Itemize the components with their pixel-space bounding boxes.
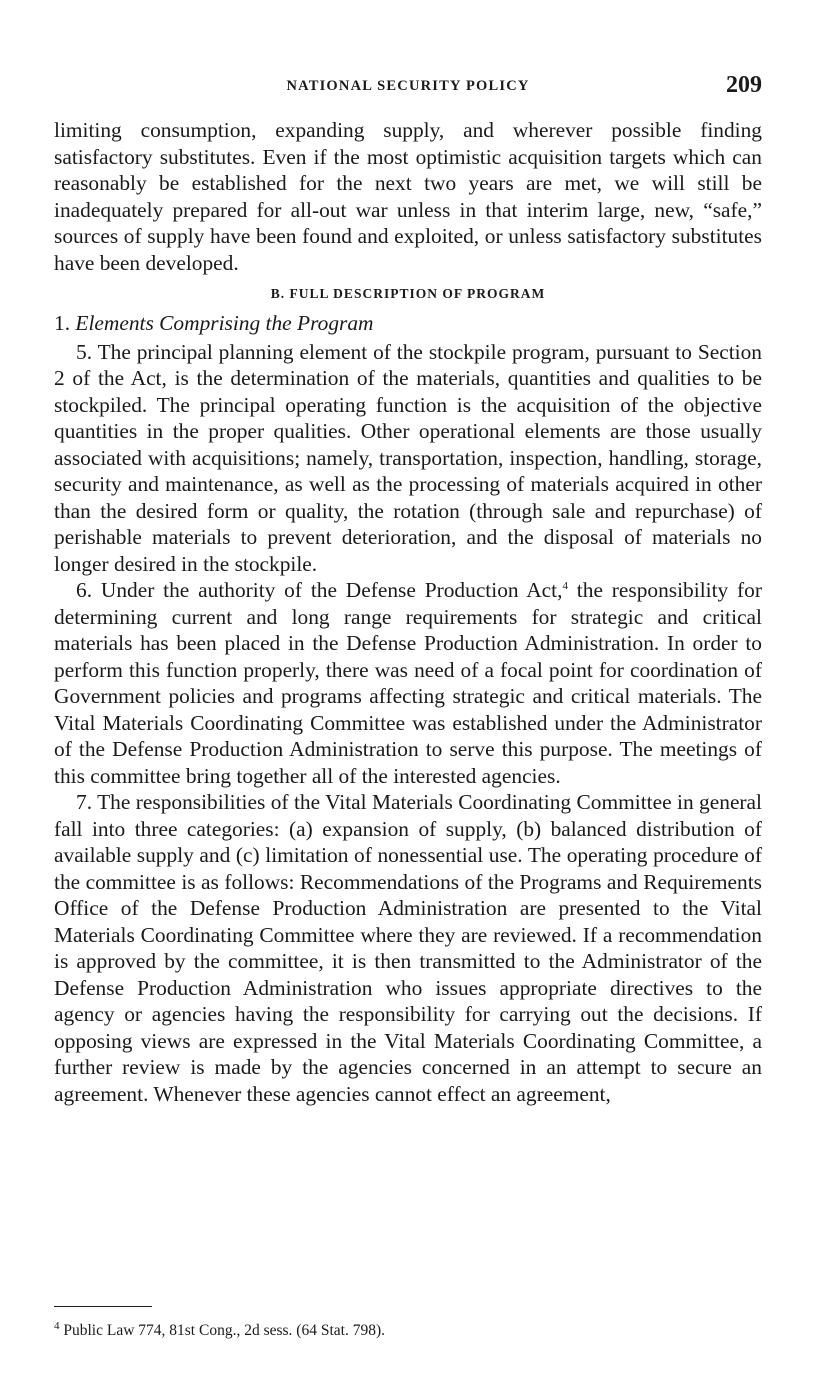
paragraph-7: 7. The responsibilities of the Vital Materials Coordinating Committee in general fall into three categories: (a) expansion of supply, (b) balanced distribution of available supply and (c) limitation of nonessential use. The operating procedure of the committee is as follows: Recommendations of the Programs and Requirements Office of the Defense Production Administration are presented to the Vital Materials Coordinating Committee where they are reviewed. If a recommendation is approved by the committee, it is then transmitted to the Administrator of the Defense Production Administration who issues appropriate directives to the agency or agencies having the responsibility for carrying out the decisions. If opposing views are expressed in the Vital Materials Coordinating Committee, a further review is made by the agencies concerned in an attempt to secure an agreement. Whenever these agencies cannot effect an agreement, xyxy=(54,790,762,1106)
subsection-title: Elements Comprising the Program xyxy=(75,311,374,335)
footnote-marker: 4 xyxy=(54,1319,60,1332)
subsection-heading xyxy=(54,310,762,337)
footnote xyxy=(54,1321,385,1341)
running-title: NATIONAL SECURITY POLICY xyxy=(286,78,530,94)
footnote-text: Public Law 774, 81st Cong., 2d sess. (64 Stat. 798). xyxy=(59,1322,385,1339)
section-heading: B. FULL DESCRIPTION OF PROGRAM xyxy=(270,286,546,301)
page-number: 209 xyxy=(726,72,762,98)
paragraph-6 xyxy=(54,577,762,789)
footnote-reference: 4 xyxy=(562,579,568,592)
book-page xyxy=(54,0,762,1380)
running-head xyxy=(54,72,762,106)
paragraph-5: 5. The principal planning element of the stockpile program, pursuant to Section 2 of the Act, is the determination of the materials, quantities and qualities to be stockpiled. The principal operating function is the acquisition of the objective quantities in the proper qualities. Other operational elements are those usually associated with acquisitions; namely, transportation, inspection, handling, storage, security and maintenance, as well as the processing of materials acquired in other than the desired form or quality, the rotation (through sale and repurchase) of perishable materials to prevent deterioration, and the disposal of materials no longer desired in the stockpile. xyxy=(54,339,762,576)
paragraph-6-text-start: 6. Under the authority of the Defense Production Act, xyxy=(76,578,563,602)
footnote-rule xyxy=(54,1306,152,1307)
continued-paragraph: limiting consumption, expanding supply, and wherever possible finding satisfactory substitutes. Even if the most optimistic acquisition targets which can reasonably be established for the next two years are met, we will still be inadequately prepared for all-out war unless in that interim large, new, “safe,” sources of supply have been found and exploited, or unless satisfactory substitutes have been developed. xyxy=(54,118,762,275)
paragraph-6-text-end: the responsibility for determining current and long range requirements for strategic and critical materials has been placed in the Defense Production Administration. In order to perform this function properly, there was need of a focal point for coordination of Government policies and programs affecting strategic and critical materials. The Vital Materials Coordinating Committee was established under the Administrator of the Defense Production Administration to serve this purpose. The meetings of this committee bring together all of the interested agencies. xyxy=(54,578,762,788)
body-text xyxy=(54,117,762,1107)
subsection-number: 1. xyxy=(54,311,71,335)
